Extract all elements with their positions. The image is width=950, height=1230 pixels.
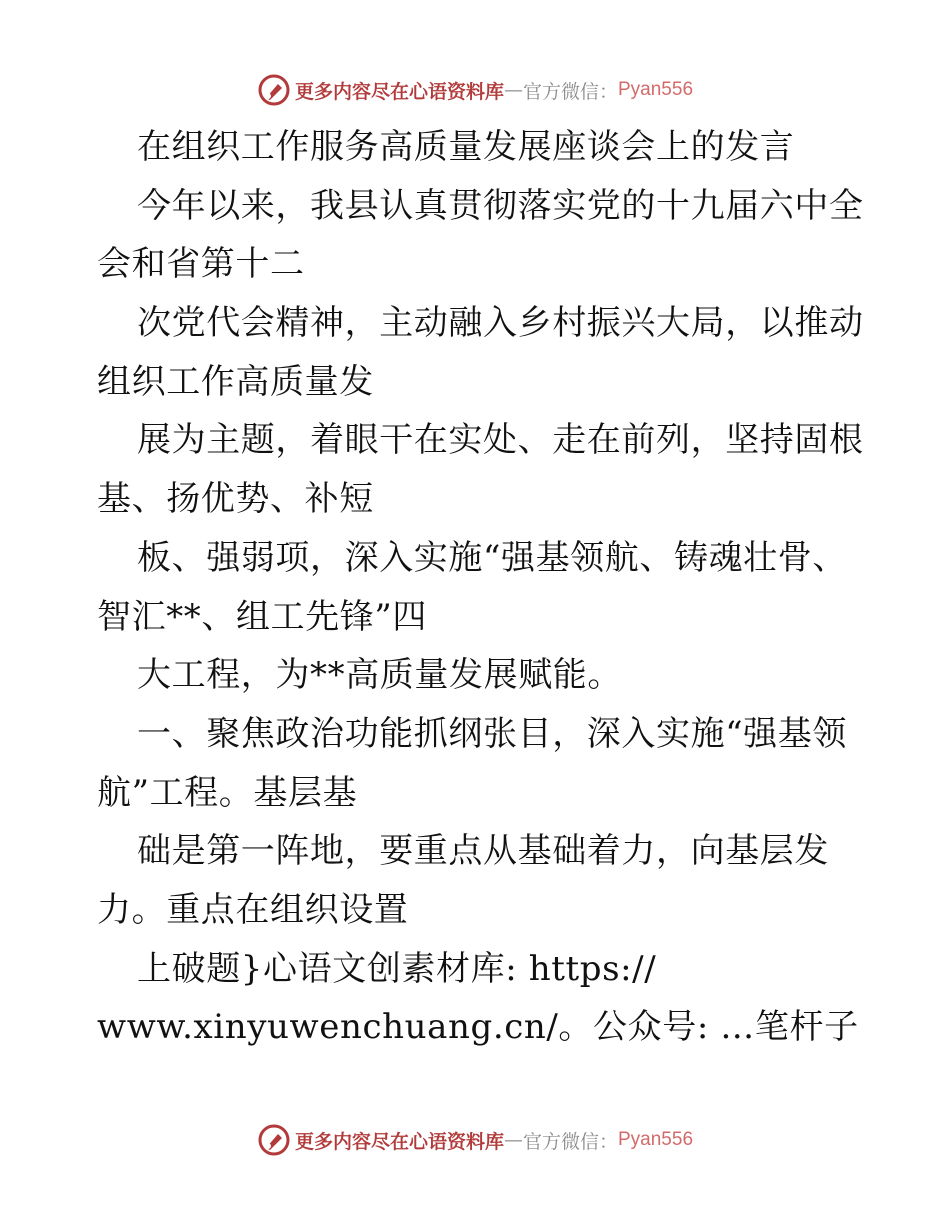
doc-line: 智汇**、组工先锋”四	[97, 596, 427, 637]
doc-line: 基、扬优势、补短	[97, 479, 374, 520]
footer-site-text: 更多内容尽在心语资料库	[294, 1130, 504, 1153]
doc-line: www.xinyuwenchuang.cn/。公众号: …笔杆子	[97, 1007, 859, 1048]
doc-line: 会和省第十二	[97, 244, 305, 285]
doc-line: 今年以来，我县认真贯彻落实党的十九届六中全	[137, 185, 864, 226]
pen-nib-icon	[257, 1123, 291, 1157]
doc-line: 上破题}心语文创素材库: https://	[137, 948, 657, 989]
footer-wechat-label: 官方微信：	[522, 1130, 618, 1153]
doc-title: 在组织工作服务高质量发展座谈会上的发言	[137, 127, 795, 167]
doc-line: 力。重点在组织设置	[97, 889, 409, 930]
header-wechat-id: Pyan556	[618, 79, 694, 100]
footer-wechat-id: Pyan556	[618, 1129, 694, 1150]
doc-line: 一、聚焦政治功能抓纲张目，深入实施“强基领	[137, 713, 847, 754]
header-banner	[0, 70, 950, 110]
doc-line: 次党代会精神，主动融入乡村振兴大局，以推动	[137, 303, 864, 344]
footer-banner	[0, 1120, 950, 1160]
header-separator: —	[503, 79, 523, 101]
doc-line: 大工程，为**高质量发展赋能。	[137, 655, 622, 696]
header-wechat-label: 官方微信：	[522, 80, 618, 103]
doc-line: 航”工程。基层基	[97, 772, 358, 813]
document-body	[97, 118, 864, 1057]
doc-line: 板、强弱项，深入实施“强基领航、铸魂壮骨、	[137, 537, 847, 578]
header-site-text: 更多内容尽在心语资料库	[294, 80, 504, 103]
doc-line: 础是第一阵地，要重点从基础着力，向基层发	[137, 831, 829, 872]
footer-separator: —	[503, 1129, 523, 1151]
doc-line: 组织工作高质量发	[97, 361, 374, 402]
pen-nib-icon	[257, 73, 291, 107]
doc-line: 展为主题，着眼干在实处、走在前列，坚持固根	[137, 420, 864, 461]
